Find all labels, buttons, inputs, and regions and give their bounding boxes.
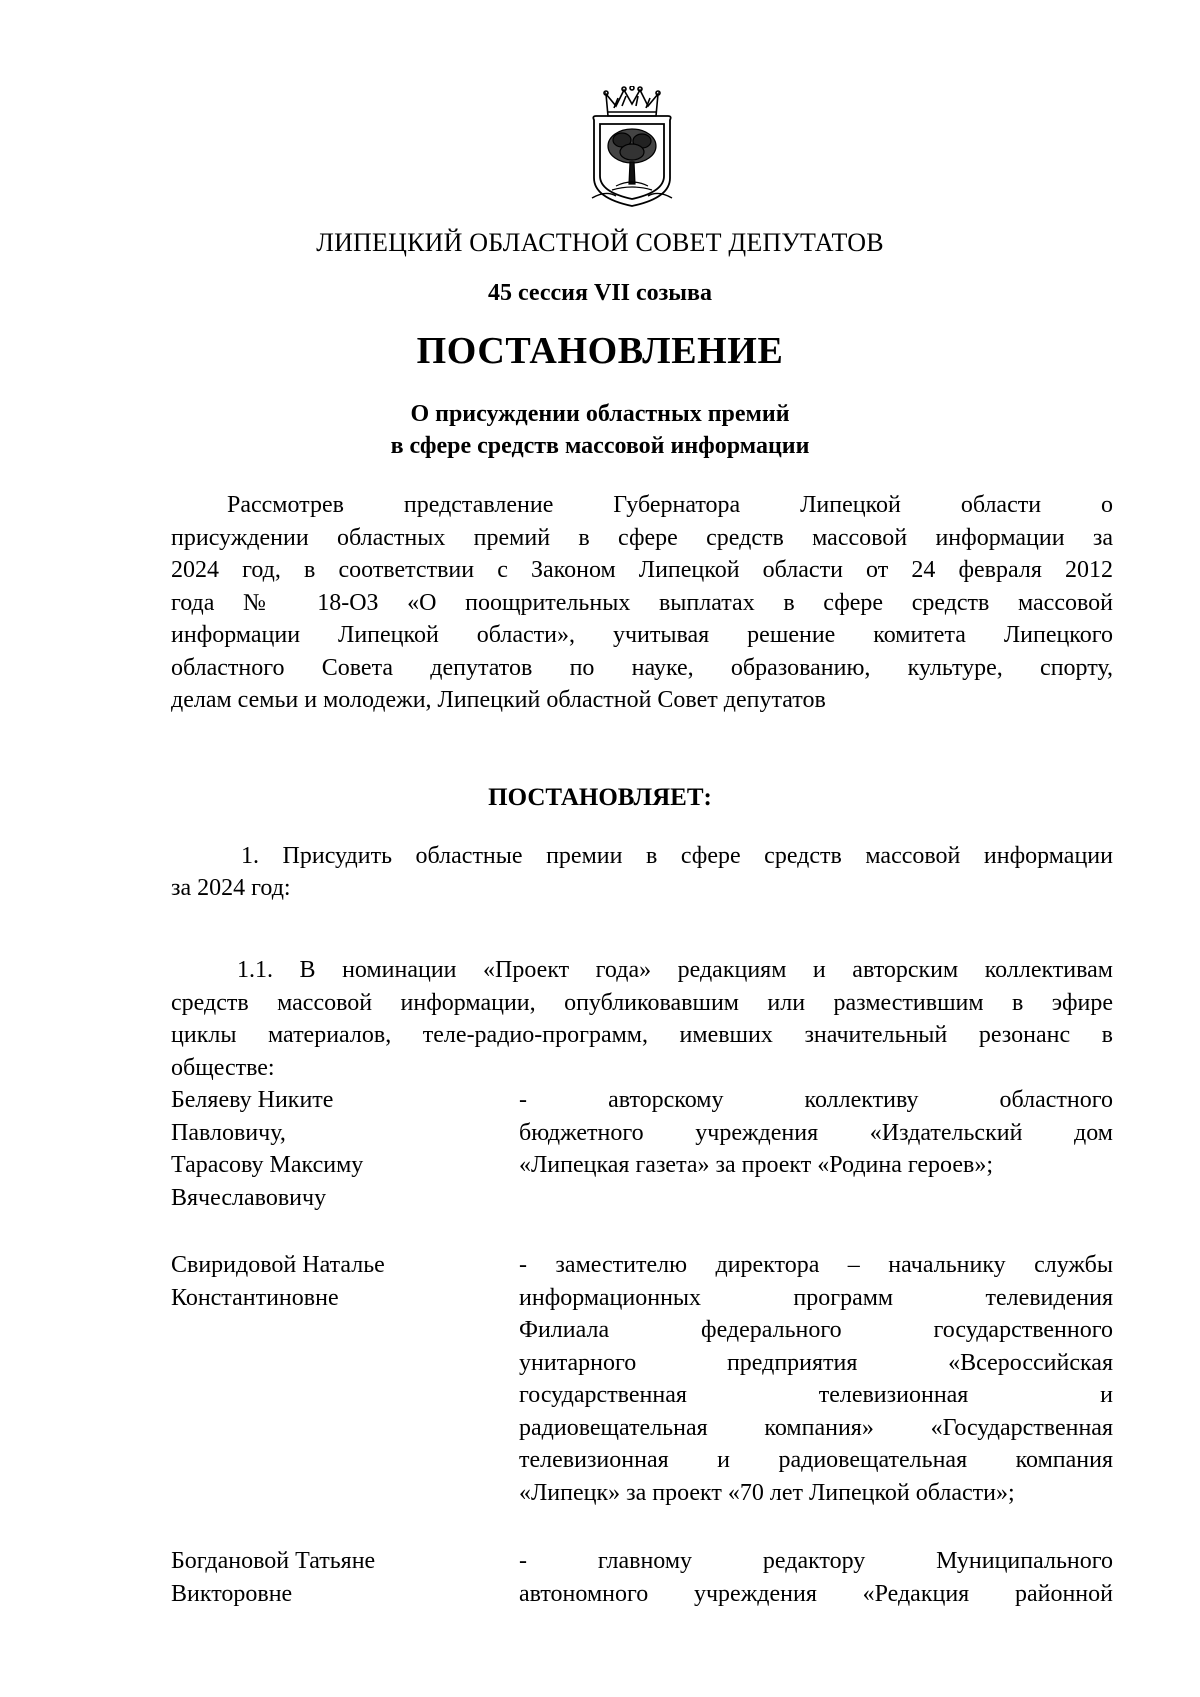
recipient-name-line: Константиновне <box>171 1284 339 1311</box>
coat-of-arms-emblem <box>586 86 678 210</box>
title-line: в сфере средств массовой информации <box>390 433 810 459</box>
recipient-name-line: Вячеславовичу <box>171 1184 327 1211</box>
recipient-name-line: Свиридовой Наталье <box>171 1252 385 1278</box>
description-line: - главному редактору Муниципального <box>519 1548 1113 1574</box>
description-line: «Липецкая газета» за проект «Родина героев»; <box>519 1152 993 1178</box>
description-line: Филиала федерального государственного <box>519 1317 1113 1343</box>
item-1-1-line: обществе: <box>171 1054 275 1081</box>
item-1-1-paragraph <box>171 954 1113 1084</box>
award-recipient-name <box>171 1249 501 1314</box>
preamble-line: областного Совета депутатов по науке, образованию, культуре, спорту, <box>171 654 1113 681</box>
preamble-line: года № 18-ОЗ «О поощрительных выплатах в сфере средств массовой <box>171 589 1113 616</box>
item-1-paragraph-main <box>171 840 1113 904</box>
award-description <box>519 1084 1113 1182</box>
recipient-name-line: Богдановой Татьяне <box>171 1548 376 1574</box>
preamble-line: присуждении областных премий в сфере средств массовой информации за <box>171 524 1113 551</box>
description-line: телевизионная и радиовещательная компания <box>519 1447 1113 1473</box>
preamble-line: информации Липецкой области», учитывая решение комитета Липецкого <box>171 622 1113 648</box>
description-line: - заместителю директора – начальнику службы <box>519 1252 1113 1278</box>
description-line: унитарного предприятия «Всероссийская <box>519 1349 1113 1376</box>
preamble-line: Рассмотрев представление Губернатора Липецкой области о <box>227 492 1113 518</box>
recipient-name-line: Викторовне <box>171 1580 293 1607</box>
recipient-name-line: Павловичу, <box>171 1119 286 1146</box>
recipient-name-line: Тарасову Максиму <box>171 1152 364 1178</box>
recipient-name-line: Беляеву Никите <box>171 1087 334 1113</box>
document-type: ПОСТАНОВЛЕНИЕ <box>416 330 784 372</box>
resolution-title <box>0 398 1200 462</box>
preamble-line: делам семьи и молодежи, Липецкий областной Совет депутатов <box>171 687 826 713</box>
council-name: ЛИПЕЦКИЙ ОБЛАСТНОЙ СОВЕТ ДЕПУТАТОВ <box>316 228 884 257</box>
description-line: государственная телевизионная и <box>519 1382 1113 1408</box>
description-line: радиовещательная компания» «Государственная <box>519 1414 1113 1441</box>
award-entry <box>171 1084 1113 1224</box>
award-recipient-name <box>171 1545 501 1610</box>
description-line: - авторскому коллективу областного <box>519 1087 1113 1113</box>
award-entry <box>171 1249 1113 1519</box>
item-1-1-line: циклы материалов, теле-радио-программ, имевших значительный резонанс в <box>171 1022 1113 1048</box>
description-line: автономного учреждения «Редакция районной <box>519 1580 1113 1607</box>
resolves-heading: ПОСТАНОВЛЯЕТ: <box>488 784 712 811</box>
award-recipient-name <box>171 1084 501 1214</box>
award-description <box>519 1545 1113 1610</box>
item-1-1-line: 1.1. В номинации «Проект года» редакциям и авторским коллективам <box>237 957 1113 983</box>
item-1-line: 1. Присудить областные премии в сфере средств массовой информации <box>241 843 1113 869</box>
title-line: О присуждении областных премий <box>410 401 790 427</box>
item-1-line: за 2024 год: <box>171 875 291 901</box>
description-line: информационных программ телевидения <box>519 1284 1113 1311</box>
item-1-1-line: средств массовой информации, опубликовавшим или разместившим в эфире <box>171 989 1113 1016</box>
session-number: 45 сессия VII созыва <box>487 280 712 306</box>
preamble-line: 2024 год, в соответствии с Законом Липецкой области от 24 февраля 2012 <box>171 557 1113 583</box>
description-line: «Липецк» за проект «70 лет Липецкой области»; <box>519 1479 1015 1506</box>
preamble-paragraph <box>171 489 1113 717</box>
description-line: бюджетного учреждения «Издательский дом <box>519 1119 1113 1146</box>
award-description <box>519 1249 1113 1509</box>
award-entry <box>171 1545 1113 1615</box>
